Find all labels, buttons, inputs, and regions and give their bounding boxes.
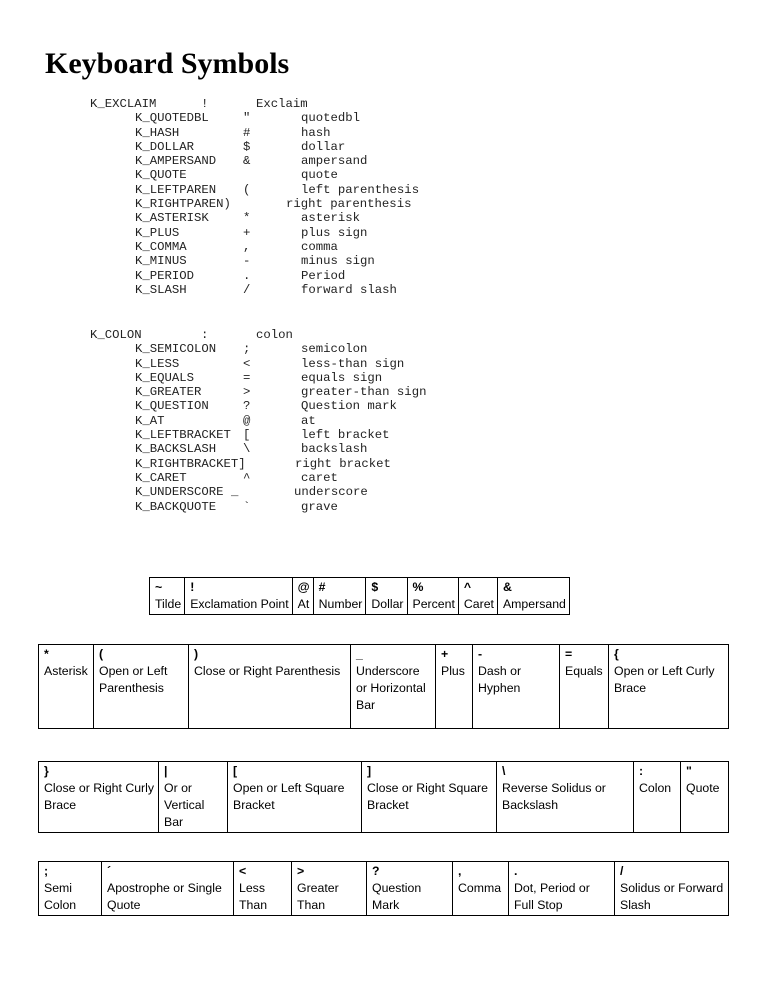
table-cell: * Asterisk [39, 645, 94, 729]
page-title: Keyboard Symbols [45, 47, 290, 80]
table-cell: / Solidus or Forward Slash [615, 862, 729, 916]
symbol-table-1 [149, 577, 570, 615]
table-row [39, 762, 729, 833]
table-cell: [ Open or Left Square Bracket [228, 762, 362, 833]
table-cell: ) Close or Right Parenthesis [189, 645, 351, 729]
table-row [39, 862, 729, 916]
table-cell: } Close or Right Curly Brace [39, 762, 159, 833]
table-cell: # Number [313, 578, 366, 615]
symbol-table-3 [38, 761, 729, 833]
table-cell: _ Underscore or Horizontal Bar [351, 645, 436, 729]
symbol-table-4 [38, 861, 729, 916]
table-cell: = Equals [560, 645, 609, 729]
table-cell: { Open or Left Curly Brace [609, 645, 729, 729]
table-cell: % Percent [407, 578, 458, 615]
table-cell: , Comma [453, 862, 509, 916]
table-cell: ! Exclamation Point [185, 578, 292, 615]
symbol-table-2 [38, 644, 729, 729]
table-cell: > Greater Than [292, 862, 367, 916]
table-cell: ´ Apostrophe or Single Quote [102, 862, 234, 916]
table-cell: ; Semi Colon [39, 862, 102, 916]
table-cell: | Or or Vertical Bar [159, 762, 228, 833]
table-row [150, 578, 570, 615]
table-cell: ( Open or Left Parenthesis [94, 645, 189, 729]
table-row [39, 645, 729, 729]
table-cell: ? Question Mark [367, 862, 453, 916]
table-cell: ~ Tilde [150, 578, 185, 615]
table-cell: $ Dollar [366, 578, 407, 615]
table-cell: + Plus [436, 645, 473, 729]
table-cell: ] Close or Right Square Bracket [362, 762, 497, 833]
table-cell: . Dot, Period or Full Stop [509, 862, 615, 916]
table-cell: " Quote [681, 762, 729, 833]
table-cell: : Colon [634, 762, 681, 833]
table-cell: \ Reverse Solidus or Backslash [497, 762, 634, 833]
table-cell: & Ampersand [497, 578, 569, 615]
table-cell: < Less Than [234, 862, 292, 916]
table-cell: - Dash or Hyphen [473, 645, 560, 729]
table-cell: @ At [292, 578, 313, 615]
table-cell: ^ Caret [458, 578, 497, 615]
